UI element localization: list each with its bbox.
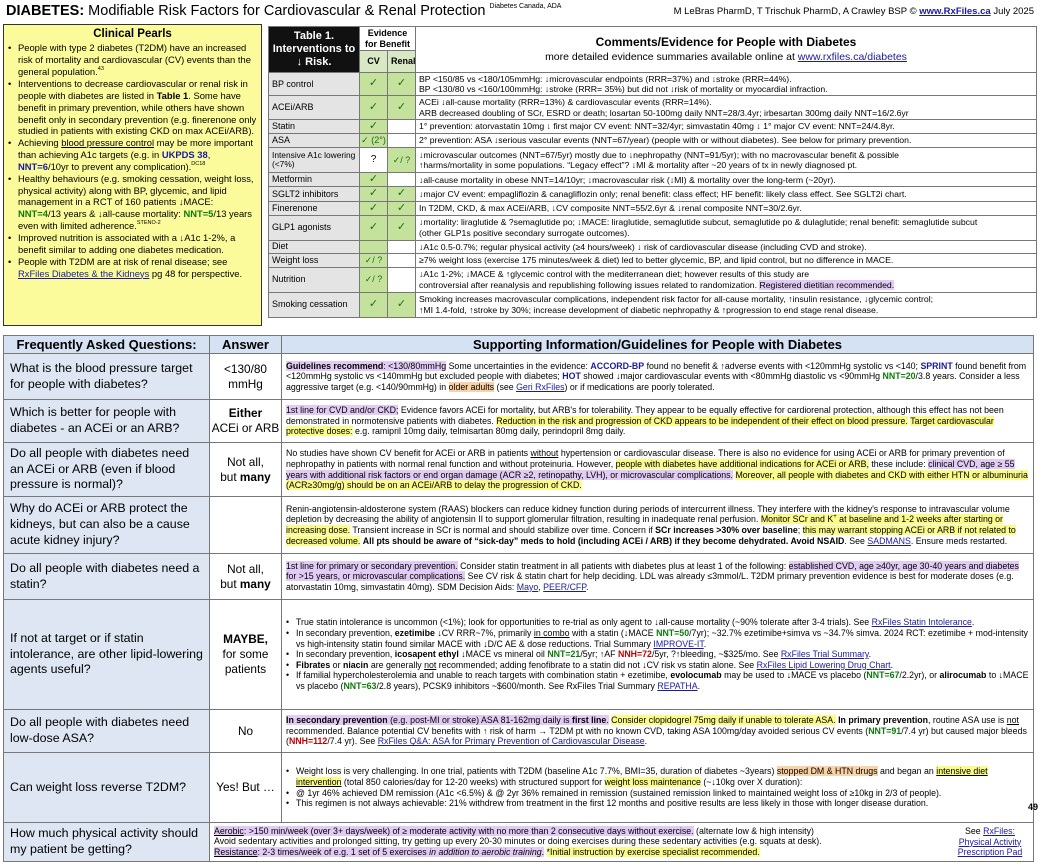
comments-header: Comments/Evidence for People with Diabetes more detailed evidence summaries available online at www.rxfiles.ca/diabetes [416,27,1037,73]
table-row [269,148,1037,173]
pearl-item: • Improved nutrition is associated with a ↓A1c 1-2%, a benefit similar to adding one diabetes medication. [8,232,257,256]
table-row [269,253,1037,267]
intervention-name: SGLT2 inhibitors [269,187,360,201]
faq-header-questions: Frequently Asked Questions: [4,336,210,354]
faq-question: Do all people with diabetes need an ACEi or ARB (even if blood pressure is normal)? [4,443,210,497]
interventions-header: Table 1. Interventions to ↓ Risk. [269,27,360,73]
row-comment: Smoking increases macrovascular complications, independent risk factor for all-cause mortality, ↑insulin resistance, ↓glycemic control; ↑MI 1.4-fold, ↑stroke by 30%; increase development of diabetic nephropathy & ↑progression to end stage renal disease. [416,292,1037,317]
intervention-name: Weight loss [269,253,360,267]
pearl-item: • Interventions to decrease cardiovascular or renal risk in people with diabetes are listed in Table 1. Some have benefit in primary prevention, while others have shown benefit only in secondary prevention (e.g. finerenone only studied in patients with existing CKD on max ACEi/ARB). [8,78,257,137]
faq-support: See RxFiles: Physical Activity Prescription Pad Aerobic: >150 min/week (over 3+ days/week) of ≥ moderate activity with no more than 2 consecutive days without exercise. (alternate low & high intensity) Avoid sedentary activities and prolonged sitting, try getting up every 20-30 minutes or doing exercises during these sedentary activities (e.g. squats at desk). Resistance: 2-3 times/week of e.g. 1 set of 5 exercises in addition to aerobic training. *Initial instruction by exercise specialist recommended. [210,823,1034,862]
row-comment: ↓microvascular outcomes (NNT=67/5yr) mostly due to ↓nephropathy (NNT=91/5yr); with no macrovascular benefit & possible ↑harms/mortality in some populations. “Legacy effect”? ↓MI & mortality after ~20 years of tx in newly diagnosed pt. [416,148,1037,173]
faq-row [4,554,1034,600]
table-row [269,292,1037,317]
faq-question: How much physical activity should my patient be getting? [4,823,210,862]
faq-answer: No [210,710,282,753]
faq-answer [210,497,282,554]
faq-question: Which is better for people with diabetes - an ACEi or an ARB? [4,400,210,443]
faq-support: Guidelines recommend: <130/80mmHg Some uncertainties in the evidence: ACCORD-BP found no benefit & ↑adverse events with <120mmHg systolic vs <140; SPRINT found benefit from <120mmHg systolic vs <140mmHg but excluded people with diabetes; HOT showed ↓major cardiovascular events with <80mmHg diastolic vs <90mmHg NNT=20/3.8 years. Consider a less aggressive target (e.g. <140/90mmHg) in older adults (see Geri RxFiles) or if medications are poorly tolerated. [282,354,1034,400]
faq-support: • True statin intolerance is uncommon (<1%); look for opportunities to re-trial as only agent to ↓all-cause mortality (~90% tolerate after 3-4 trials). See RxFiles Statin Intolerance. • In secondary prevention, ezetimibe ↓CV RRR~7%, primarily in combo with a statin (↓MACE NNT=50/7yr); ~32.7% ezetimibe+simva vs ~34.7% simva. 2024 RCT: ezetimibe + mod-intensity vs high-intensity statin found similar MACE with ↓D/C AE & dose reductions. Trial Summary IMPROVE-IT. • In secondary prevention, icosapent ethyl ↓MACE vs mineral oil NNT=21/5yr; ↑AF NNH=72/5yr, ?↑bleeding, ~$325/mo. See RxFiles Trial Summary. • Fibrates or niacin are generally not recommended; adding fenofibrate to a statin did not ↓CV risk vs statin alone. See RxFiles Lipid Lowering Drug Chart. • If familial hypercholesterolemia and unable to reach targets with combination statin + ezetimibe, evolocumab may be used to ↓MACE vs placebo (NNT=67/2.2yr), or alirocumab to ↓MACE vs placebo (NNT=63/2.8 years), PCSK9 inhibitors ~$600/month. See RxFiles Trial Summary REPATHA. [282,600,1034,710]
faq-support: No studies have shown CV benefit for ACEi or ARB in patients without hypertension or cardiovascular disease. There is also no evidence for using ACEi or ARB for primary prevention of nephropathy in patients with normal renal function and without proteinuria. However, people with diabetes have additional indications for ACEi or ARB, these include: clinical CVD, age ≥ 55 years with additional risk factors or end organ damage (ACR ≥2, retinopathy, LVH), or microvascular complications. Moreover, all people with diabetes and CKD with either HTN or albuminuria (ACR≥30mg/g) should be on an ACEi/ARB to delay the progression of CKD. [282,443,1034,497]
cv-check: ✓ [360,187,388,201]
pearl-item: • Healthy behaviours (e.g. smoking cessation, weight loss, physical activity) along with BP, glycemic, and lipid management in a RCT of 160 patients ↓MACE: NNT=4/13 years & ↓all-cause mortality: NNT=5/13 years even with limited adherence.$^{STENO-2}$ [8,173,257,232]
faq-header-answer: Answer [210,336,282,354]
faq-question: What is the blood pressure target for people with diabetes? [4,354,210,400]
table-row [269,173,1037,187]
intervention-name: ASA [269,134,360,148]
pearl-item: • Achieving blood pressure control may be more important than achieving A1c targets (e.g. in UKPDS 38, NNT=6/10yr to prevent any complication).$^{DC18}$ [8,137,257,173]
faq-answer: Not all, but many [210,443,282,497]
faq-table [3,335,1034,862]
intervention-name: Diet [269,240,360,253]
row-comment: ACEi ↓all-cause mortality (RRR=13%) & cardiovascular events (RRR=14%). ARB decreased doubling of SCr, ESRD or death; losartan 50-100mg daily NNT=28/3.4yr; irbesartan 300mg daily NNT=16/2.6yr [416,96,1037,120]
intervention-name: ACEi/ARB [269,96,360,120]
cv-check: ✓ [360,201,388,215]
cv-check: ✓ [360,292,388,317]
renal-check: ✓ [388,215,416,240]
renal-check [388,253,416,267]
intervention-name: Metformin [269,173,360,187]
table-row [269,187,1037,201]
faq-answer: Either ACEi or ARB [210,400,282,443]
cv-check: ✓ [360,215,388,240]
diabetes-kidneys-link[interactable]: RxFiles Diabetes & the Kidneys [18,267,150,279]
table-row [269,73,1037,96]
table-row [269,201,1037,215]
faq-row [4,443,1034,497]
table-row [269,120,1037,134]
page-header [6,3,1034,23]
faq-row [4,600,1034,710]
cv-check: ✓ [360,173,388,187]
row-comment: ↓A1c 0.5-0.7%; regular physical activity (≥4 hours/week) ↓ risk of cardiovascular disease (including CVD and stroke). [416,240,1037,253]
renal-header: Renal [388,51,416,73]
intervention-name: GLP1 agonists [269,215,360,240]
page-number: 49 [1027,802,1038,812]
row-comment: In T2DM, CKD, & max ACEi/ARB, ↓CV composite NNT=55/2.6yr & ↓renal composite NNT=30/2.6yr. [416,201,1037,215]
row-comment: ↓all-cause mortality in obese NNT=14/10yr; ↓macrovascular risk (↓MI) & mortality over the long-term (~20yr). [416,173,1037,187]
pearl-item: • People with type 2 diabetes (T2DM) have an increased risk of mortality and cardiovascular (CV) events than the general population.$^{43}$ [8,42,257,78]
interventions-table [268,26,1037,318]
faq-support: 1st line for CVD and/or CKD; Evidence favors ACEi for mortality, but ARB's for tolerability. They appear to be equally effective for cardiorenal protection, although this effect has not been demonstrated in normotensive patients with diabetes. Reduction in the risk and progression of CKD appears to be independent of their effect on blood pressure. Target cardiovascular protective doses: e.g. ramipril 10mg daily, telmisartan 80mg daily, perindopril 8mg daily. [282,400,1034,443]
cv-check: ✓ [360,96,388,120]
title-source: Diabetes Canada, ADA [489,3,562,10]
faq-row [4,354,1034,400]
table-row [269,134,1037,148]
pearls-title: Clinical Pearls [93,28,172,40]
table-row [269,267,1037,292]
faq-support: 1st line for primary or secondary prevention. Consider statin treatment in all patients with diabetes plus at least 1 of the following: established CVD, age ≥40yr, age 30-40 years and diabetes for >15 years, or microvascular complications. See CV risk & statin chart for help deciding. LDL was already ≤3mmol/L. T2DM primary prevention evidence is best for moderate doses (e.g. atorvastatin 10mg, simvastatin 40mg). SDM Decision Aids: Mayo, PEER/CFP. [282,554,1034,600]
faq-row [4,823,1034,862]
renal-check [388,120,416,134]
faq-row [4,400,1034,443]
row-comment: 2° prevention: ASA ↓serious vascular events (NNT=67/year) (people with or without diabetes). See below for primary prevention. [416,134,1037,148]
renal-check [388,173,416,187]
intervention-name: Intensive A1c lowering (<7%) [269,148,360,173]
faq-support: • Weight loss is very challenging. In one trial, patients with T2DM (baseline A1c 7.7%, BMI=35, duration of diabetes ~3years) stopped DM & HTN drugs and began an intensive diet intervention (total 850 calories/day for 12-20 weeks) with structured support for weight loss maintenance (~↓10kg over X duration): • @ 1yr 46% achieved DM remission (A1c <6.5%) & @ 2yr 36% remained in remission (sustained remission linked to maintained weight loss of ≥10kg in 2/3 of people). • This regimen is not always achievable: 21% withdrew from treatment in the first 12 months and positive results are less likely in those with longer disease duration. [282,753,1034,823]
faq-row [4,497,1034,554]
evidence-header: Evidence for Benefit [360,27,416,51]
cv-check: ✓ (2°) [360,134,388,148]
renal-check: ✓ [388,201,416,215]
pearl-item: • People with T2DM are at risk of renal disease; see RxFiles Diabetes & the Kidneys pg 48 for perspective. [8,256,257,280]
row-comment: 1° prevention: atorvastatin 10mg ↓ first major CV event: NNT=32/4yr; simvastatin 40mg ↓ 1° major CV event: NNT=24/4.8yr. [416,120,1037,134]
intervention-name: Smoking cessation [269,292,360,317]
cv-check [360,240,388,253]
faq-question: Do all people with diabetes need low-dose ASA? [4,710,210,753]
cv-check: ? [360,148,388,173]
cv-check: ✓ [360,120,388,134]
faq-question: Why do ACEi or ARB protect the kidneys, but can also be a cause acute kidney injury? [4,497,210,554]
faq-support: In secondary prevention (e.g. post-MI or stroke) ASA 81-162mg daily is first line. Consider clopidogrel 75mg daily if unable to tolerate ASA. In primary prevention, routine ASA use is not recommended. Balance potential CV benefits with ↑ risk of harm → T2DM pt with no known CVD, taking ASA 100mg/day avoided serious CV events (NNT=91/7.4 yr) but caused major bleeds (NNH=112/7.4 yr). See RxFiles Q&A: ASA for Primary Prevention of Cardiovascular Disease. [282,710,1034,753]
diabetes-evidence-link[interactable]: www.rxfiles.ca/diabetes [797,51,907,64]
faq-header-supporting: Supporting Information/Guidelines for People with Diabetes [282,336,1034,354]
faq-answer: Yes! But … [210,753,282,823]
renal-check [388,267,416,292]
faq-row [4,710,1034,753]
intervention-name: Nutrition [269,267,360,292]
faq-question: Can weight loss reverse T2DM? [4,753,210,823]
faq-answer: <130/80 mmHg [210,354,282,400]
row-comment: ≥7% weight loss (exercise 175 minutes/week & diet) led to better glycemic, BP, and lipid control, but no difference in MACE. [416,253,1037,267]
row-comment: ↓A1c 1-2%; ↓MACE & ↑glycemic control with the mediterranean diet; however results of this study are controversial after reanalysis and republishing following issues related to randomization. Registered dietitian recommended. [416,267,1037,292]
row-comment: ↓major CV event: empagliflozin & canagliflozin only; renal benefit: class effect; HF benefit: likely class effect. See SGLT2i chart. [416,187,1037,201]
renal-check: ✓ [388,292,416,317]
table-row [269,96,1037,120]
row-comment: BP <150/85 vs <180/105mmHg: ↓microvascular endpoints (RRR=37%) and ↓stroke (RRR=44%). BP <130/80 vs <160/100mmHg: ↓stroke (RRR= 35%) but did not ↓risk of mortality or myocardial infraction. [416,73,1037,96]
renal-check [388,240,416,253]
renal-check: ✓/ ? [388,148,416,173]
intervention-name: BP control [269,73,360,96]
authors: M LeBras PharmD, T Trischuk PharmD, A Crawley BSP © www.RxFiles.ca July 2025 [673,6,1034,17]
intervention-name: Finerenone [269,201,360,215]
cv-header: CV [360,51,388,73]
faq-answer: MAYBE, for some patients [210,600,282,710]
table-row [269,240,1037,253]
renal-check [388,134,416,148]
faq-answer: Not all, but many [210,554,282,600]
faq-question: Do all people with diabetes need a statin? [4,554,210,600]
cv-check: ✓/ ? [360,253,388,267]
cv-check: ✓ [360,73,388,96]
page-title: DIABETES: Modifiable Risk Factors for Cardiovascular & Renal Protection $^{Diabetes Canada, ADA}$ [6,3,562,19]
renal-check: ✓ [388,96,416,120]
faq-question: If not at target or if statin intolerance, are other lipid-lowering agents useful? [4,600,210,710]
rxfiles-link[interactable]: www.RxFiles.ca [919,6,991,17]
renal-check: ✓ [388,187,416,201]
table-row [269,215,1037,240]
faq-support: Renin-angiotensin-aldosterone system (RAAS) blockers can reduce kidney function during periods of intercurrent illness. They interfere with the kidney's response to intravascular volume depletion by decreasing the ability of angiotensin II to support glomerular filtration, resulting in inadequate renal perfusion. Monitor SCr and K+ at baseline and 1-2 weeks after starting or increasing dose. Transient increase in SCr is normal and should stabilize over time. Concern if SCr increases >30% over baseline; this may warrant stopping ACEi or ARB if not related to decreased volume. All pts should be aware of “sick-day” meds to hold (including ACEi / ARB) if they become dehydrated. Avoid NSAID. See SADMANS. Ensure meds restarted. [282,497,1034,554]
cv-check: ✓/ ? [360,267,388,292]
renal-check: ✓ [388,73,416,96]
faq-row [4,753,1034,823]
row-comment: ↓mortality: liraglutide & ?semaglutide po; ↓MACE: liraglutide, semaglutide subcut, semaglutide po & dulaglutide; renal benefit: semaglutide subcut (other GLP1s positive secondary surrogate outcomes). [416,215,1037,240]
intervention-name: Statin [269,120,360,134]
clinical-pearls-box [3,24,262,326]
